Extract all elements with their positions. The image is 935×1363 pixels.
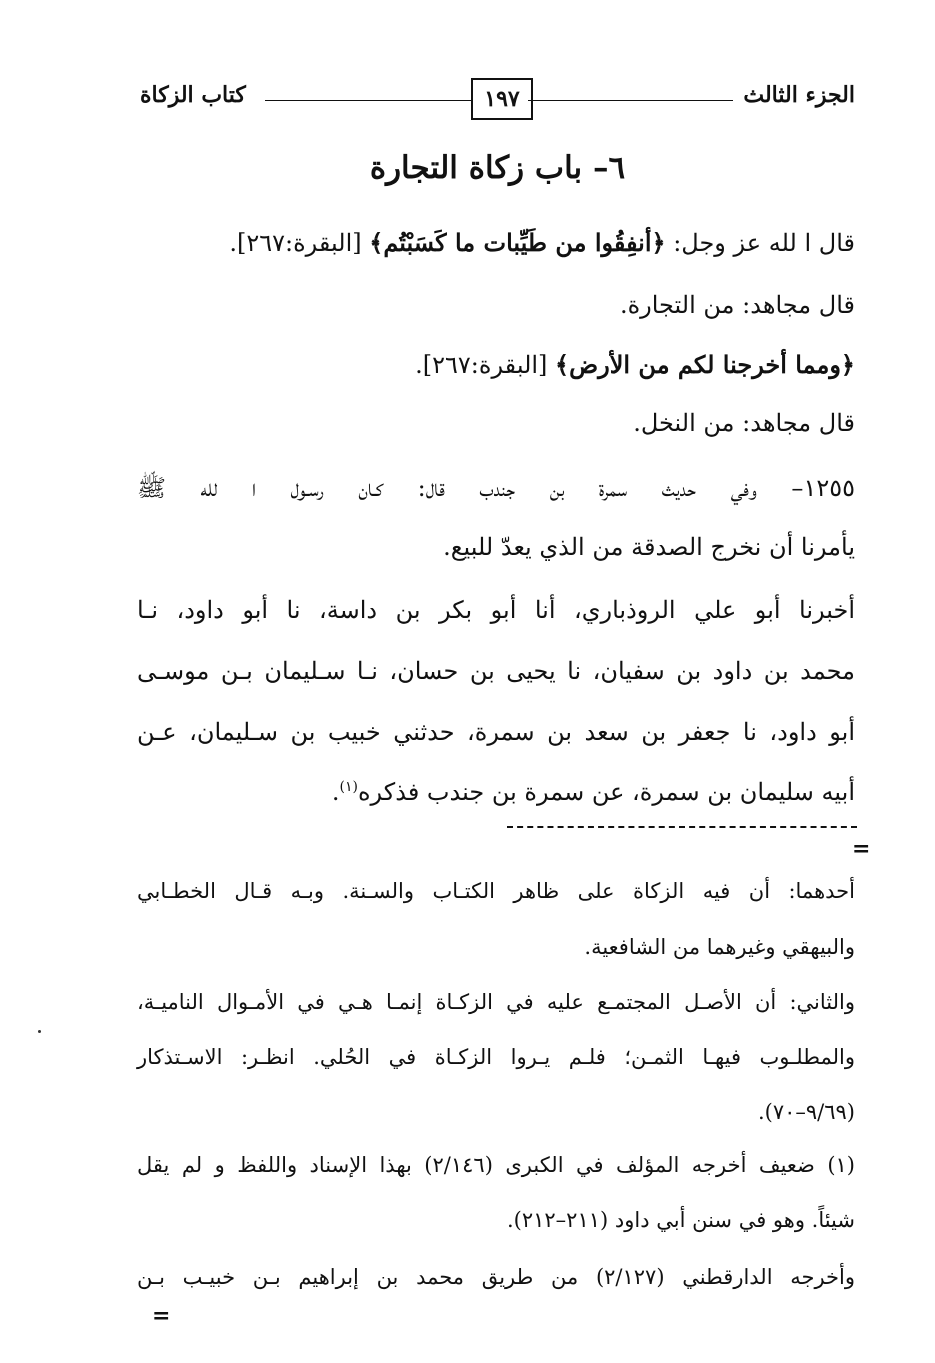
isnad-end: . bbox=[331, 778, 340, 806]
quran-quote: ﴿أنفِقُوا من طَيِّبات ما كَسَبْتُم﴾ bbox=[369, 228, 666, 257]
mujahid-comment-1: قال مجاهد: من التجارة. bbox=[619, 291, 855, 319]
volume-label: الجزء الثالث bbox=[743, 82, 855, 108]
verse-reference: [البقرة:٢٦٧]. bbox=[415, 351, 556, 379]
continuation-mark: = bbox=[852, 836, 871, 862]
page-number: ١٩٧ bbox=[471, 78, 533, 120]
footnote-ref: (١) bbox=[339, 779, 358, 795]
footnote-separator bbox=[507, 826, 857, 828]
header-rule-left bbox=[265, 100, 473, 101]
hadith-line-2: يأمرنا أن نخرج الصدقة من الذي يعدّ للبيع. bbox=[443, 533, 855, 561]
scan-speck bbox=[38, 1030, 41, 1033]
book-title: كتاب الزكاة bbox=[140, 82, 246, 108]
footnote-line-4: والمطلـوب فيهـا الثمـن؛ فلـم يـروا الزكـاة في الحُلي. انظـر: الاسـتذكار bbox=[137, 1045, 855, 1069]
footnote-line-1: أحدهما: أن فيه الزكاة على ظاهر الكتـاب والسـنة. وبـه قـال الخطـابي bbox=[137, 879, 855, 903]
continuation-mark-bottom: = bbox=[152, 1303, 171, 1329]
verse-line-2 bbox=[135, 350, 855, 379]
isnad-line-4 bbox=[135, 778, 855, 806]
page-header bbox=[140, 78, 855, 122]
footnote-line-3: والثاني: أن الأصـل المجتمـع عليه في الزكـاة إنمـا هـي في الأمـوال الناميـة، bbox=[137, 990, 855, 1014]
footnote-1-line-2: شيئاً. وهو في سنن أبي داود (٢١١–٢١٢). bbox=[506, 1208, 855, 1232]
hadith-line-1: ١٢٥٥– وفي حديث سمرة بن جندب قال: كـان رسـول ا لله ﷺ bbox=[137, 474, 855, 502]
verse-intro: قال ا لله عز وجل: bbox=[665, 229, 855, 257]
footnote-1-line-1: (١) ضعيف أخرجه المؤلف في الكبرى (٢/١٤٦) بهذا الإسناد واللفظ و لم يقل bbox=[137, 1153, 855, 1177]
footnote-line-5: (٩/٦٩–٧٠). bbox=[757, 1100, 855, 1124]
verse-line-1 bbox=[135, 228, 855, 257]
isnad-line-3: أبو داود، نا جعفر بن سعد بن سمرة، حدثني خبيب بن سـليمان، عـن bbox=[137, 718, 855, 746]
isnad-text: أبيه سليمان بن سمرة، عن سمرة بن جندب فذكره bbox=[357, 778, 855, 806]
header-rule-right bbox=[528, 100, 733, 101]
verse-reference: [البقرة:٢٦٧]. bbox=[229, 229, 370, 257]
isnad-line-1: أخبرنا أبو علي الروذباري، أنا أبو بكر بن داسة، نا أبو داود، نـا bbox=[137, 596, 855, 624]
quran-quote: ﴿ومما أخرجنا لكم من الأرض﴾ bbox=[555, 350, 855, 379]
chapter-title: ٦– باب زكاة التجارة bbox=[369, 150, 626, 186]
mujahid-comment-2: قال مجاهد: من النخل. bbox=[633, 409, 855, 437]
footnote-line-2: والبيهقي وغيرهما من الشافعية. bbox=[584, 935, 855, 959]
footnote-1-line-3: وأخرجه الدارقطني (٢/١٢٧) من طريق محمد بن إبراهيم بـن خبيـب بـن bbox=[137, 1265, 855, 1289]
isnad-line-2: محمد بن داود بن سفيان، نا يحيى بن حسان، نـا سـليمان بـن موسـى bbox=[137, 657, 855, 685]
